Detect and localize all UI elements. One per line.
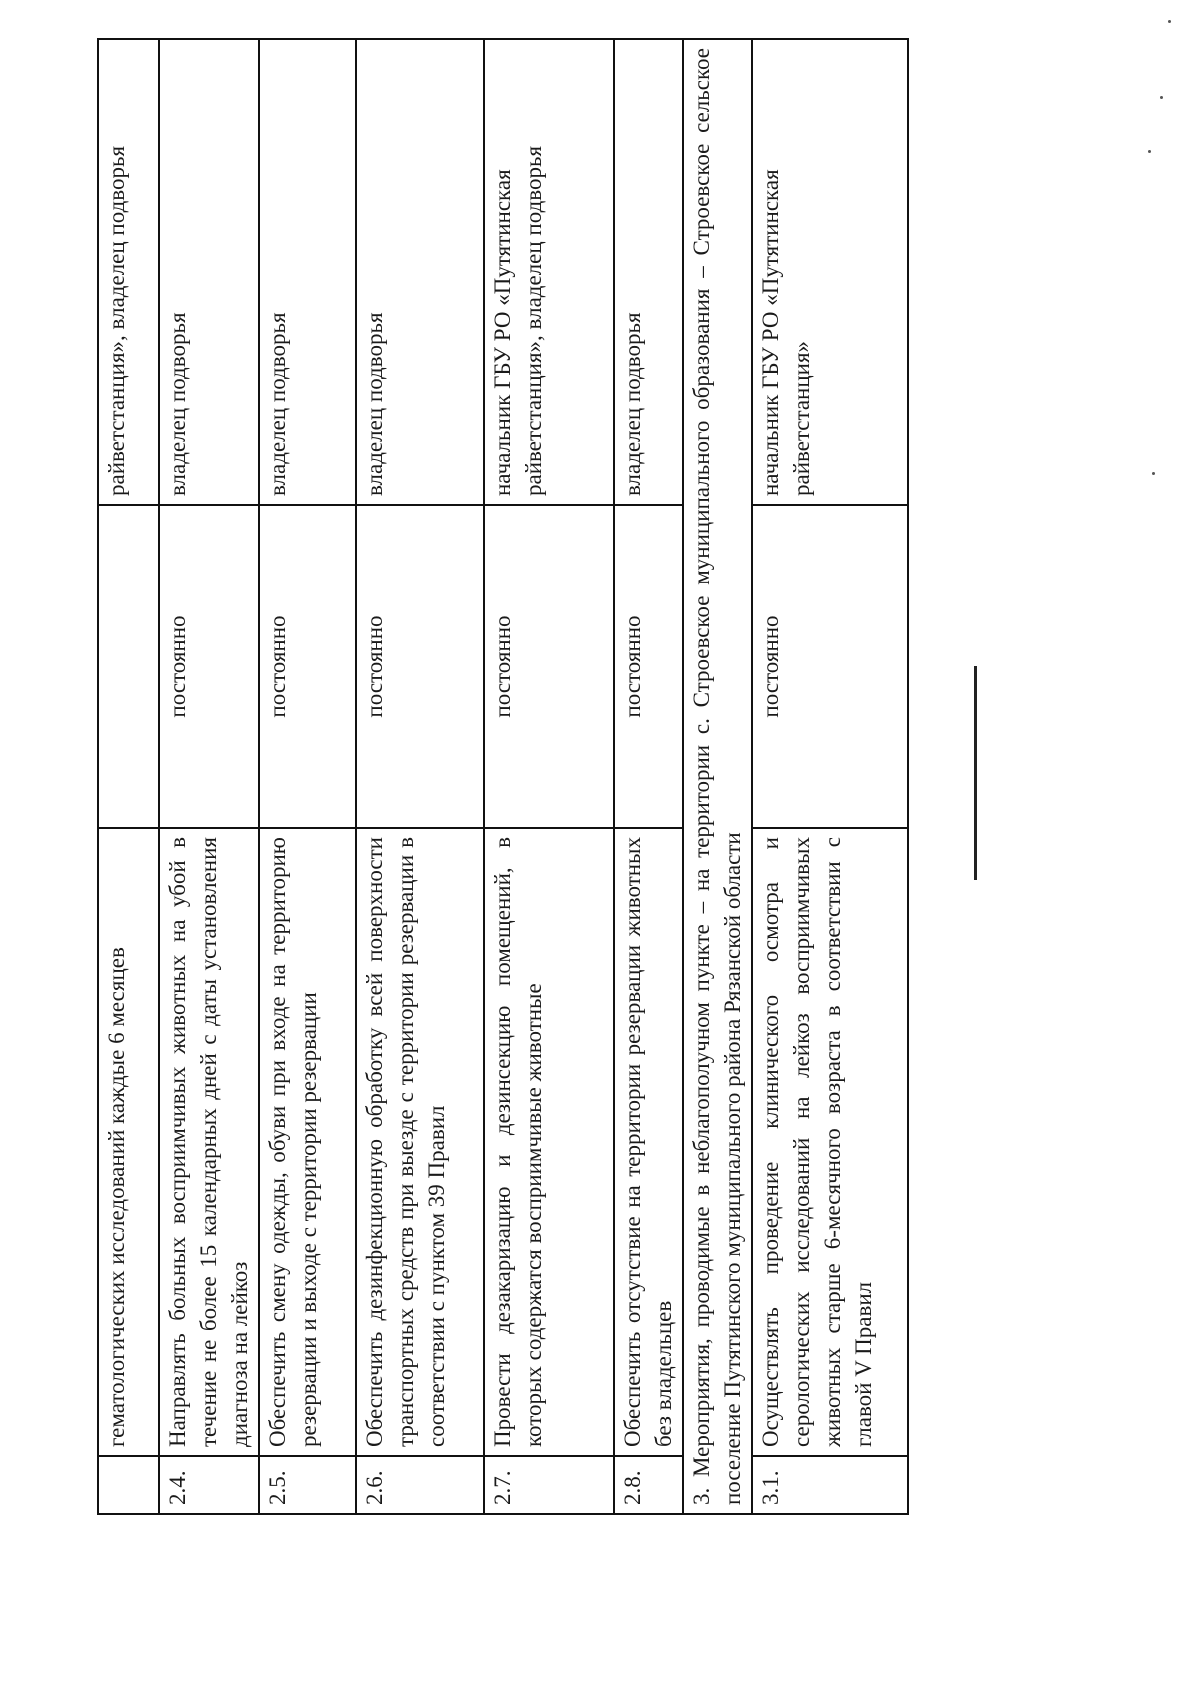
- scan-speck: [1168, 20, 1171, 23]
- responsible-cell: владелец подворья: [356, 39, 484, 505]
- responsible-cell: владелец подворья: [259, 39, 356, 505]
- term-cell: постоянно: [484, 505, 614, 828]
- rotated-page: [97, 40, 909, 1515]
- measure-cell: Обеспечить дезинфекционную обработку всей поверхности транспортных средств при выезде с территории резервации в соответствии с пунктом 39 Правил: [356, 828, 484, 1456]
- term-cell: постоянно: [356, 505, 484, 828]
- row-number: 2.6.: [356, 1456, 484, 1514]
- section-3-heading: 3. Мероприятия, проводимые в неблагополучном пункте – на территории с. Строевское муниципального образования – Строевское сельское поселение Путятинского муниципального района Рязанской области: [683, 39, 752, 1514]
- table-row: [259, 39, 356, 1514]
- measure-cell: Осуществлять проведение клинического осмотра и серологических исследований на лейкоз восприимчивых животных старше 6-месячного возраста в соответствии с главой V Правил: [752, 828, 908, 1456]
- row-number: 2.7.: [484, 1456, 614, 1514]
- responsible-cell: начальник ГБУ РО «Путятинская райветстанция», владелец подворья: [484, 39, 614, 505]
- term-cell: постоянно: [159, 505, 259, 828]
- row-number: 2.5.: [259, 1456, 356, 1514]
- scan-speck: [1160, 96, 1163, 99]
- table-row: [752, 39, 908, 1514]
- table-row: [98, 39, 159, 1514]
- term-cell: [98, 505, 159, 828]
- term-cell: постоянно: [614, 505, 683, 828]
- table-row: [159, 39, 259, 1514]
- end-separator-line: [974, 666, 977, 880]
- section-heading-row: [683, 39, 752, 1514]
- responsible-cell: райветстанция», владелец подворья: [98, 39, 159, 505]
- responsible-cell: начальник ГБУ РО «Путятинская райветстанция»: [752, 39, 908, 505]
- scan-speck: [1152, 472, 1155, 475]
- term-cell: постоянно: [259, 505, 356, 828]
- responsible-cell: владелец подворья: [614, 39, 683, 505]
- table-row: [614, 39, 683, 1514]
- scan-speck: [1148, 150, 1151, 153]
- measure-cell: Провести дезакаризацию и дезинсекцию помещений, в которых содержатся восприимчивые животные: [484, 828, 614, 1456]
- measure-cell: Обеспечить отсутствие на территории резервации животных без владельцев: [614, 828, 683, 1456]
- measures-table: [97, 38, 909, 1515]
- row-number: 3.1.: [752, 1456, 908, 1514]
- table-row: [356, 39, 484, 1514]
- term-cell: постоянно: [752, 505, 908, 828]
- measure-cell: гематологических исследований каждые 6 месяцев: [98, 828, 159, 1456]
- row-number: [98, 1456, 159, 1514]
- measure-cell: Обеспечить смену одежды, обуви при входе на территорию резервации и выходе с территории резервации: [259, 828, 356, 1456]
- responsible-cell: владелец подворья: [159, 39, 259, 505]
- table-row: [484, 39, 614, 1514]
- measure-cell: Направлять больных восприимчивых животных на убой в течение не более 15 календарных дней с даты установления диагноза на лейкоз: [159, 828, 259, 1456]
- row-number: 2.8.: [614, 1456, 683, 1514]
- row-number: 2.4.: [159, 1456, 259, 1514]
